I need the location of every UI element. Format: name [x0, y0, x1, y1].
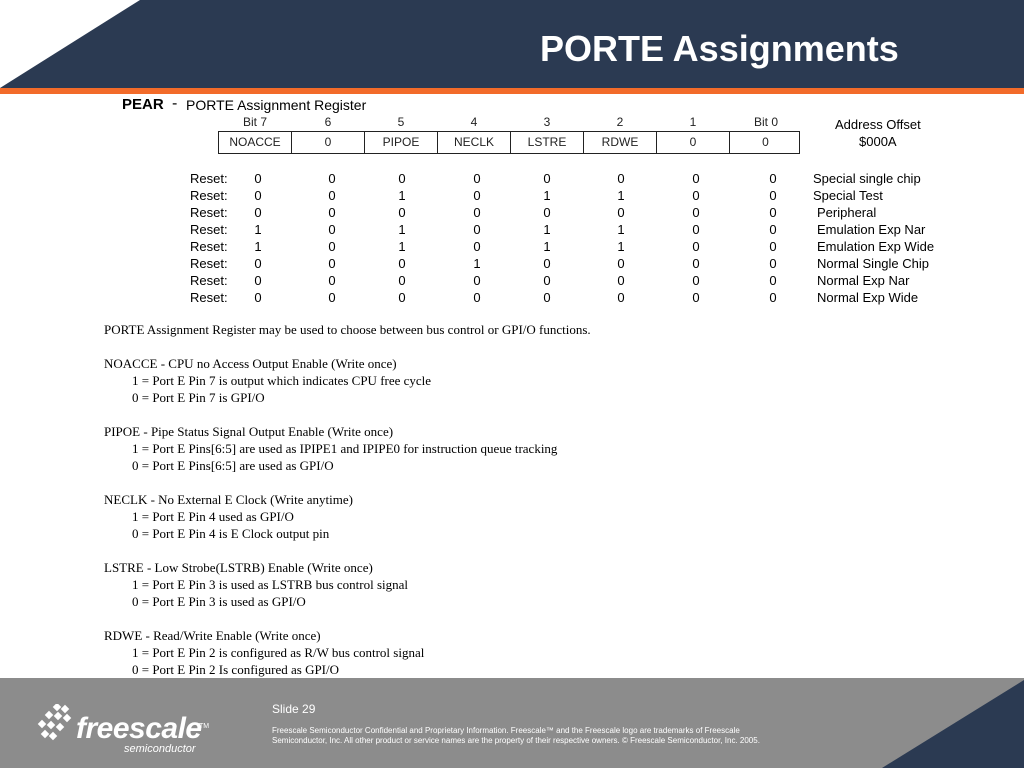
body-line: PORTE Assignment Register may be used to choose between bus control or GPI/O functions. [104, 322, 591, 337]
reset-bit: 0 [692, 188, 700, 203]
reset-label: Reset: [190, 171, 228, 186]
bit-label: 6 [324, 115, 332, 129]
reset-bit: 0 [398, 205, 406, 220]
slide-title: PORTE Assignments [540, 28, 899, 69]
reset-bit: 0 [543, 256, 551, 271]
body-line: 1 = Port E Pins[6:5] are used as IPIPE1 and IPIPE0 for instruction queue tracking [132, 441, 558, 456]
reset-bit: 0 [769, 205, 777, 220]
reset-bit: 1 [617, 188, 625, 203]
reset-bit: 0 [769, 256, 777, 271]
body-line: 0 = Port E Pin 3 is used as GPI/O [132, 594, 306, 609]
reset-mode: Normal Exp Nar [817, 273, 910, 288]
reset-bit: 1 [398, 188, 406, 203]
freescale-logo-icon [36, 704, 76, 744]
reset-bit: 0 [617, 171, 625, 186]
reset-bit: 0 [692, 290, 700, 305]
register-field: RDWE [584, 132, 657, 153]
reset-bit: 1 [473, 256, 481, 271]
reset-row [0, 239, 1024, 256]
reset-bit: 0 [398, 290, 406, 305]
reset-row [0, 256, 1024, 273]
reset-bit: 0 [692, 205, 700, 220]
reset-bit: 0 [328, 273, 336, 288]
reset-bit: 0 [543, 171, 551, 186]
reset-row [0, 205, 1024, 222]
reset-label: Reset: [190, 205, 228, 220]
reset-bit: 0 [692, 171, 700, 186]
bit-label: 5 [397, 115, 405, 129]
reset-bit: 0 [769, 188, 777, 203]
body-line: 0 = Port E Pin 4 is E Clock output pin [132, 526, 330, 541]
reset-bit: 0 [473, 222, 481, 237]
register-separator: - [172, 95, 178, 112]
logo-trademark: TM [199, 723, 210, 730]
bit-label: Bit 7 [242, 115, 267, 129]
register-field: 0 [762, 135, 769, 149]
reset-bit: 0 [543, 205, 551, 220]
reset-bit: 0 [398, 273, 406, 288]
bit-label: Bit 0 [753, 115, 778, 129]
register-field: PIPOE [365, 132, 438, 153]
body-line: 0 = Port E Pin 2 Is configured as GPI/O [132, 662, 340, 677]
reset-bit: 0 [328, 239, 336, 254]
bit-label: 3 [543, 115, 551, 129]
body-line: 1 = Port E Pin 7 is output which indicates CPU free cycle [132, 373, 432, 388]
register-field: 0 [657, 132, 730, 153]
reset-label: Reset: [190, 256, 228, 271]
logo-subtitle: semiconductor [124, 743, 196, 755]
reset-bit: 1 [398, 222, 406, 237]
reset-bit: 0 [328, 188, 336, 203]
reset-label: Reset: [190, 239, 228, 254]
register-description: PORTE Assignment Register [186, 97, 367, 113]
reset-mode: Special single chip [813, 171, 921, 186]
reset-bit: 0 [254, 273, 262, 288]
reset-bit: 1 [617, 222, 625, 237]
legal-notice-line: Freescale Semiconductor Confidential and Proprietary Information. Freescale™ and the Freescale logo are trademarks of Freescale [272, 726, 740, 735]
reset-mode: Special Test [813, 188, 883, 203]
reset-bit: 0 [617, 290, 625, 305]
reset-bit: 1 [543, 222, 551, 237]
register-field-row [218, 131, 800, 154]
reset-bit: 1 [254, 222, 262, 237]
address-offset-label: Address Offset [835, 117, 921, 132]
reset-bit: 0 [254, 256, 262, 271]
reset-mode: Peripheral [817, 205, 877, 220]
reset-bit: 0 [473, 290, 481, 305]
reset-bit: 0 [617, 273, 625, 288]
body-line: 1 = Port E Pin 2 is configured as R/W bus control signal [132, 645, 425, 660]
reset-bit: 0 [473, 273, 481, 288]
reset-bit: 0 [543, 273, 551, 288]
body-line: 1 = Port E Pin 3 is used as LSTRB bus control signal [132, 577, 409, 592]
body-line: 0 = Port E Pin 7 is GPI/O [132, 390, 265, 405]
reset-bit: 0 [769, 171, 777, 186]
body-line: 1 = Port E Pin 4 used as GPI/O [132, 509, 294, 524]
legal-notice-line: Semiconductor, Inc. All other product or service names are the property of their respective owners. © Freescale Semiconductor, Inc. 2005. [272, 736, 760, 745]
reset-mode: Normal Exp Wide [817, 290, 919, 305]
reset-bit: 0 [328, 256, 336, 271]
slide-number: Slide 29 [272, 702, 316, 716]
reset-bit: 0 [473, 239, 481, 254]
reset-mode: Normal Single Chip [817, 256, 929, 271]
body-line: PIPOE - Pipe Status Signal Output Enable (Write once) [104, 424, 394, 439]
reset-bit: 0 [473, 171, 481, 186]
reset-bit: 0 [328, 222, 336, 237]
reset-bit: 0 [769, 273, 777, 288]
register-field: NOACCE [219, 132, 292, 153]
bit-label: 4 [470, 115, 478, 129]
register-field: NECLK [438, 132, 511, 153]
reset-bit: 0 [328, 205, 336, 220]
reset-bit: 0 [692, 239, 700, 254]
body-line: RDWE - Read/Write Enable (Write once) [104, 628, 321, 643]
reset-bit: 1 [398, 239, 406, 254]
reset-bit: 0 [473, 188, 481, 203]
reset-bit: 0 [328, 290, 336, 305]
reset-bit: 0 [328, 171, 336, 186]
reset-bit: 0 [769, 222, 777, 237]
reset-bit: 0 [617, 205, 625, 220]
reset-row [0, 222, 1024, 239]
body-line: NECLK - No External E Clock (Write anytime) [104, 492, 353, 507]
reset-bit: 0 [254, 290, 262, 305]
reset-bit: 1 [617, 239, 625, 254]
reset-bit: 0 [543, 290, 551, 305]
reset-bit: 0 [398, 171, 406, 186]
body-line: NOACCE - CPU no Access Output Enable (Write once) [104, 356, 397, 371]
reset-bit: 0 [617, 256, 625, 271]
body-line: LSTRE - Low Strobe(LSTRB) Enable (Write once) [104, 560, 373, 575]
reset-label: Reset: [190, 273, 228, 288]
freescale-logo-wordmark: freescale [76, 712, 202, 745]
reset-bit: 0 [473, 205, 481, 220]
reset-bit: 0 [692, 256, 700, 271]
reset-bit: 1 [543, 188, 551, 203]
register-field: 0 [292, 132, 365, 153]
reset-bit: 0 [769, 239, 777, 254]
body-line: 0 = Port E Pins[6:5] are used as GPI/O [132, 458, 334, 473]
reset-row [0, 290, 1024, 307]
reset-bit: 0 [692, 222, 700, 237]
reset-bit: 1 [543, 239, 551, 254]
reset-bit: 0 [254, 205, 262, 220]
reset-row [0, 171, 1024, 188]
reset-mode: Emulation Exp Wide [817, 239, 935, 254]
reset-bit: 1 [254, 239, 262, 254]
reset-label: Reset: [190, 188, 228, 203]
address-offset-value: $000A [859, 134, 897, 149]
register-field: LSTRE [511, 132, 584, 153]
reset-row [0, 273, 1024, 290]
reset-bit: 0 [692, 273, 700, 288]
bit-label: 1 [689, 115, 697, 129]
reset-row [0, 188, 1024, 205]
reset-bit: 0 [769, 290, 777, 305]
bit-label: 2 [616, 115, 624, 129]
reset-bit: 0 [254, 188, 262, 203]
reset-label: Reset: [190, 222, 228, 237]
reset-mode: Emulation Exp Nar [817, 222, 926, 237]
reset-bit: 0 [398, 256, 406, 271]
header-orange-stripe [0, 88, 1024, 94]
reset-bit: 0 [254, 171, 262, 186]
reset-label: Reset: [190, 290, 228, 305]
register-name: PEAR [122, 96, 164, 113]
